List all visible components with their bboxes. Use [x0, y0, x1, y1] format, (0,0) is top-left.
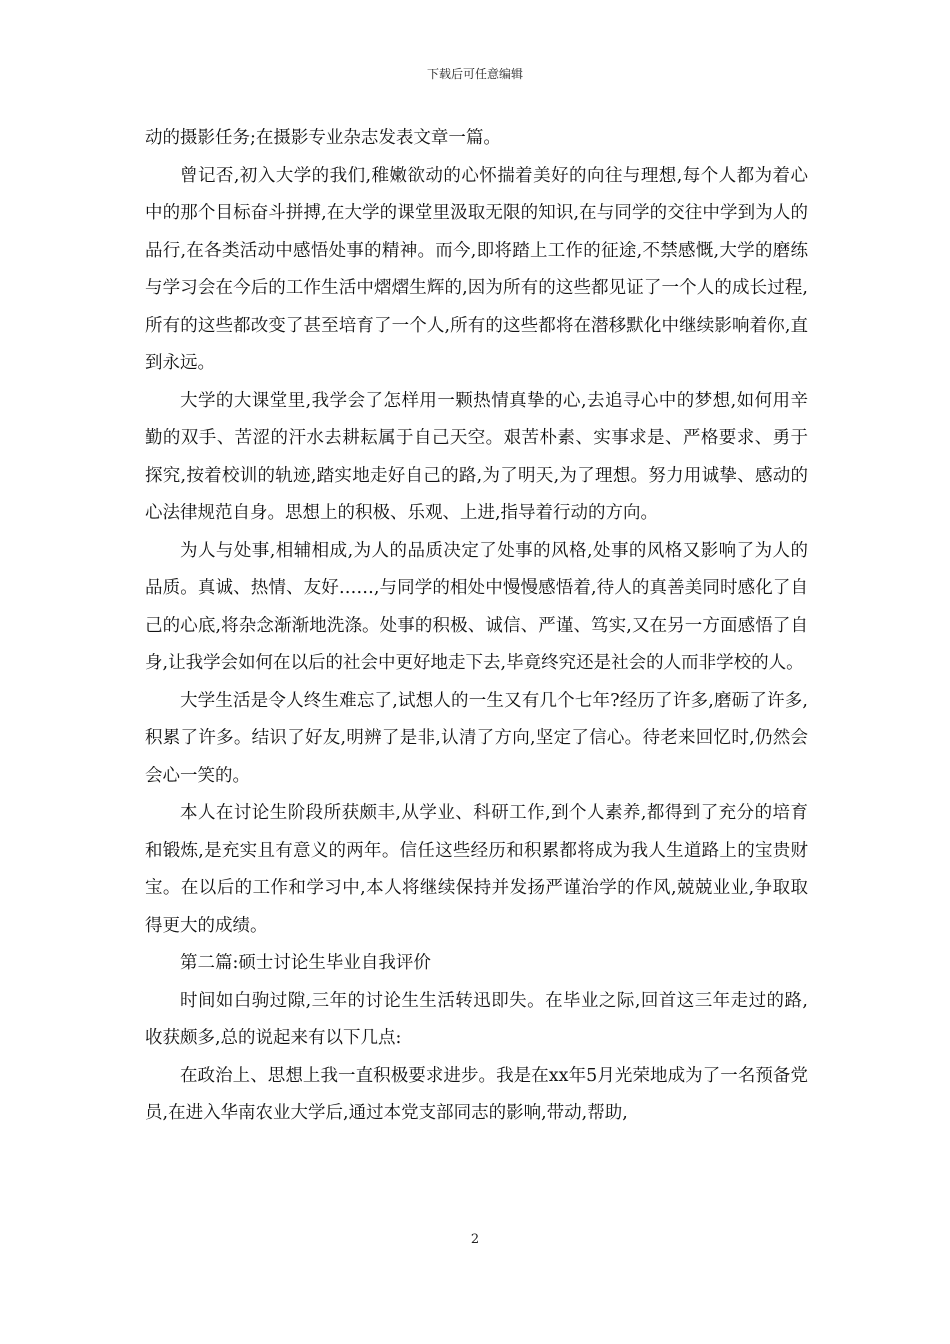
paragraph: 本人在讨论生阶段所获颇丰,从学业、科研工作,到个人素养,都得到了充分的培育和锻炼,是充实且有意义的两年。信任这些经历和积累都将成为我人生道路上的宝贵财宝。在以后的工作和学习中,本人将继续保持并发扬严谨治学的作风,兢兢业业,争取取得更大的成绩。 [145, 803, 808, 936]
paragraph-continued: 动的摄影任务;在摄影专业杂志发表文章一篇。 [145, 128, 501, 148]
page-number: 2 [470, 1232, 480, 1247]
paragraph: 大学生活是令人终生难忘了,试想人的一生又有几个七年?经历了许多,磨砺了许多,积累了许多。结识了好友,明辨了是非,认清了方向,坚定了信心。待老来回忆时,仍然会会心一笑的。 [145, 690, 808, 786]
paragraph: 曾记否,初入大学的我们,稚嫩欲动的心怀揣着美好的向往与理想,每个人都为着心中的那个目标奋斗拼搏,在大学的课堂里汲取无限的知识,在与同学的交往中学到为人的品行,在各类活动中感悟处事的精神。而今,即将踏上工作的征途,不禁感慨,大学的磨练与学习会在今后的工作生活中熠熠生辉的,因为所有的这些都见证了一个人的成长过程,所有的这些都改变了甚至培育了一个人,所有的这些都将在潜移默化中继续影响着你,直到永远。 [145, 165, 808, 373]
paragraph: 时间如白驹过隙,三年的讨论生生活转迅即失。在毕业之际,回首这三年走过的路,收获颇多,总的说起来有以下几点: [145, 990, 808, 1048]
paragraph: 大学的大课堂里,我学会了怎样用一颗热情真挚的心,去追寻心中的梦想,如何用辛勤的双手、苦涩的汗水去耕耘属于自己天空。艰苦朴素、实事求是、严格要求、勇于探究,按着校训的轨迹,踏实地走好自己的路,为了明天,为了理想。努力用诚挚、感动的心法律规范自身。思想上的积极、乐观、上进,指导着行动的方向。 [145, 390, 808, 523]
document-body [145, 120, 808, 1133]
paragraph: 为人与处事,相辅相成,为人的品质决定了处事的风格,处事的风格又影响了为人的品质。真诚、热情、友好……,与同学的相处中慢慢感悟着,待人的真善美同时感化了自己的心底,将杂念渐渐地洗涤。处事的积极、诚信、严谨、笃实,又在另一方面感悟了自身,让我学会如何在以后的社会中更好地走下去,毕竟终究还是社会的人而非学校的人。 [145, 540, 808, 673]
page-header: 下载后可任意编辑 [426, 67, 523, 81]
section-heading: 第二篇:硕士讨论生毕业自我评价 [180, 953, 431, 973]
paragraph: 在政治上、思想上我一直积极要求进步。我是在xx年5月光荣地成为了一名预备党员,在进入华南农业大学后,通过本党支部同志的影响,带动,帮助, [145, 1065, 808, 1123]
